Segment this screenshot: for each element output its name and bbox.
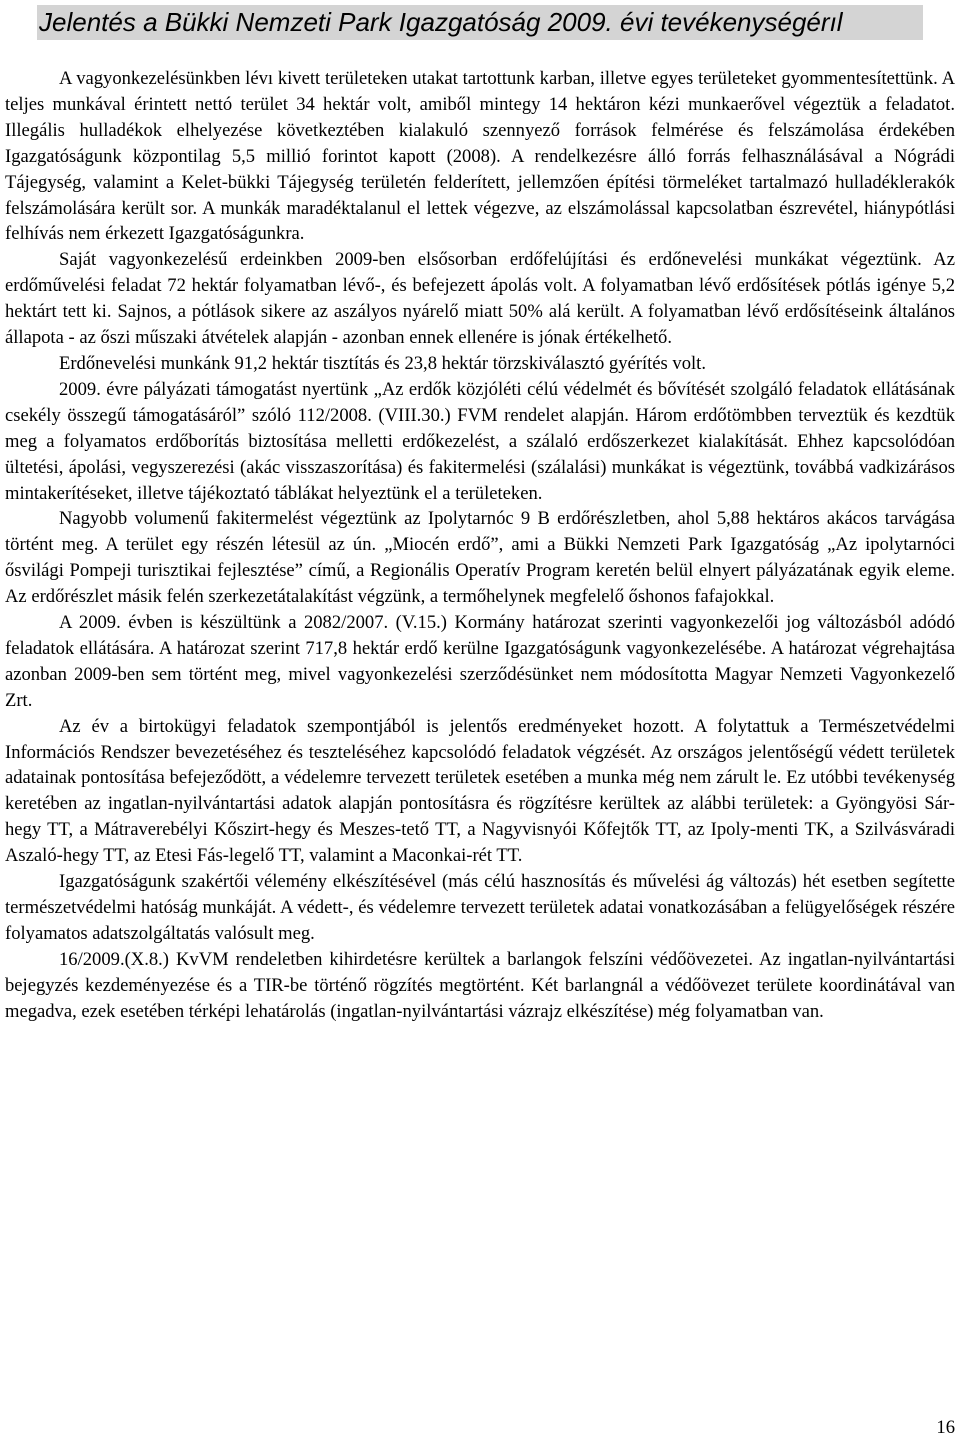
paragraph: A 2009. évben is készültünk a 2082/2007. (V.15.) Kormány határozat szerinti vagyonkezelői jog változásból adódó feladatok ellátására. A határozat szerint 717,8 hektár erdő kerülne Igazgatóságunk vagyonkezelésébe. A határozat végrehajtása azonban 2009-ben sem történt meg, mivel vagyonkezelési szerződésünket nem módosította Magyar Nemzeti Vagyonkezelő Zrt.: [5, 612, 955, 711]
paragraph: Az év a birtokügyi feladatok szempontjából is jelentős eredményeket hozott. A folytattuk a Természetvédelmi Információs Rendszer bevezetéséhez és teszteléséhez kapcsolódó feladatok végzését. Az országos jelentőségű védett területek adatainak pontosítása befejeződött, a védelemre tervezett területek esetében a munka még nem zárult le. Ez utóbbi tevékenység keretében az ingatlan-nyilvántartási adatok alapján pontosításra és rögzítésre kerültek az alábbi területek: a Gyöngyösi Sár-hegy TT, a Mátraverebélyi Kőszirt-hegy és Meszes-tető TT, a Nagyvisnyói Kőfejtők TT, az Ipoly-menti TK, a Szilvásváradi Aszaló-hegy TT, az Etesi Fás-legelő TT, valamint a Maconkai-rét TT.: [5, 715, 955, 867]
page-number: 16: [936, 1417, 955, 1438]
paragraph: Saját vagyonkezelésű erdeinkben 2009-ben elsősorban erdőfelújítási és erdőnevelési munkákat végeztünk. Az erdőművelési feladat 72 hektár folyamatban lévő-, és befejezett ápolás volt. A folyamatban lévő erdősítések pótlás igénye 5,2 hektárt tett ki. Sajnos, a pótlások sikere az aszályos nyárelő miatt 50% alá került. A folyamatban lévő erdősítéseink általános állapota - az őszi műszaki átvételek alapján - azonban ennek ellenére is jónak értékelhető.: [5, 249, 955, 349]
paragraph: A vagyonkezelésünkben lévı kivett területeken utakat tartottunk karban, illetve egyes területeket gyommentesítettünk. A teljes munkával érintett nettó terület 34 hektár volt, amiből mintegy 14 hektáron kézi munkaerővel végeztük a feladatot. Illegális hulladékok elhelyezése következtében kialakuló szennyező források felmérése és felszámolása érdekében Igazgatóságunk központilag 5,5 millió forintot kapott (2008). A rendelkezésre álló forrás felhasználásával a Nógrádi Tájegység, valamint a Kelet-bükki Tájegység területén felderített, jellemzően építési törmeléket tartalmazó hulladéklerakók felszámolására került sor. A munkák maradéktalanul el lettek végezve, az elszámolással kapcsolatban észrevétel, hiánypótlási felhívás nem érkezett Igazgatóságunkra.: [5, 68, 955, 245]
paragraph: 16/2009.(X.8.) KvVM rendeletben kihirdetésre kerültek a barlangok felszíni védőövezetei. Az ingatlan-nyilvántartási bejegyzés kezdeményezése és a TIR-be történő rögzítés megtörtént. Két barlangnál a védőövezet területe koordinátával van megadva, ezek esetében térképi lehatárolás (ingatlan-nyilvántartási vázrajz elkészítése) még folyamatban van.: [5, 948, 955, 1022]
document-body: [5, 66, 955, 1025]
paragraph: Igazgatóságunk szakértői vélemény elkészítésével (más célú hasznosítás és művelési ág változás) hét esetben segítette természetvédelmi hatóság munkáját. A védett-, és védelemre tervezett területek adatai vonatkozásában a felügyelőségek részére folyamatos adatszolgáltatás valósult meg.: [5, 871, 955, 944]
paragraph: 2009. évre pályázati támogatást nyertünk „Az erdők közjóléti célú védelmét és bővítését szolgáló feladatok ellátásának csekély összegű támogatásáról” szóló 112/2008. (VIII.30.) FVM rendelet alapján. Három erdőtömbben terveztük és kezdtük meg a folyamatos erdőborítás biztosítása melletti erdőkezelést, a szálaló erdőszerkezet kialakítását. Ehhez kapcsolódóan ültetési, ápolási, vegyszerezési (akác visszaszorítása) és fakitermelési (szálalási) munkákat is végeztünk, továbbá vadkizárásos mintakerítéseket, illetve tájékoztató táblákat helyeztünk el a területeken.: [5, 378, 955, 504]
paragraph: Erdőnevelési munkánk 91,2 hektár tisztítás és 23,8 hektár törzskiválasztó gyérítés volt.: [59, 352, 706, 374]
page-header: [37, 5, 923, 40]
paragraph: Nagyobb volumenű fakitermelést végeztünk az Ipolytarnóc 9 B erdőrészletben, ahol 5,88 hektáros akácos tarvágása történt meg. A terület egy részén létesül az ún. „Miocén erdő”, ami a Bükki Nemzeti Park Igazgatóság „Az ipolytarnóci ősvilági Pompeji turisztikai fejlesztése” című, a Regionális Operatív Program keretén belül elnyert pályázatának egyik eleme. Az erdőrészlet másik felén szerkezetátalakítást végzünk, a termőhelynek megfelelő őshonos fafajokkal.: [5, 508, 955, 608]
page-title: Jelentés a Bükki Nemzeti Park Igazgatóság 2009. évi tevékenységérıl: [39, 7, 843, 37]
